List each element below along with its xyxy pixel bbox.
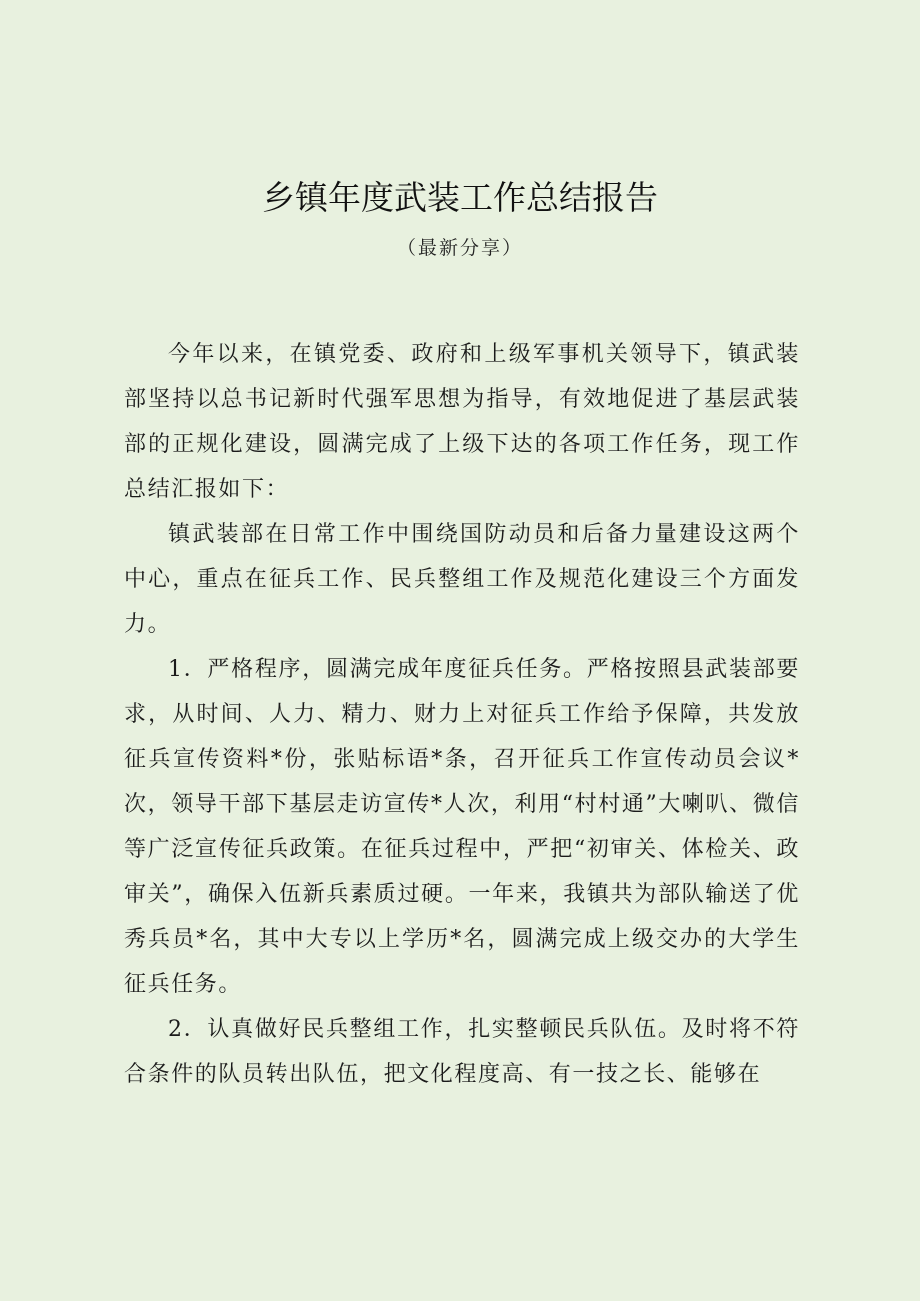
paragraph-conscription: 1．严格程序，圆满完成年度征兵任务。严格按照县武装部要求，从时间、人力、精力、财力上对征兵工作给予保障，共发放征兵宣传资料*份，张贴标语*条，召开征兵工作宣传动员会议*次，领导干部下基层走访宣传*人次，利用“村村通”大喇叭、微信等广泛宣传征兵政策。在征兵过程中，严把“初审关、体检关、政审关”，确保入伍新兵素质过硬。一年来，我镇共为部队输送了优秀兵员*名，其中大专以上学历*名，圆满完成上级交办的大学生征兵任务。 [124, 657, 800, 997]
paragraph-overview: 镇武装部在日常工作中围绕国防动员和后备力量建设这两个中心，重点在征兵工作、民兵整组工作及规范化建设三个方面发力。 [124, 522, 800, 637]
document-body [124, 332, 800, 1097]
document-subtitle: （最新分享） [396, 237, 523, 259]
paragraph-militia: 2．认真做好民兵整组工作，扎实整顿民兵队伍。及时将不符合条件的队员转出队伍，把文化程度高、有一技之长、能够在 [124, 1017, 800, 1087]
paragraph-intro: 今年以来，在镇党委、政府和上级军事机关领导下，镇武装部坚持以总书记新时代强军思想为指导，有效地促进了基层武装部的正规化建设，圆满完成了上级下达的各项工作任务，现工作总结汇报如下： [124, 342, 800, 502]
document-title: 乡镇年度武装工作总结报告 [262, 178, 658, 217]
